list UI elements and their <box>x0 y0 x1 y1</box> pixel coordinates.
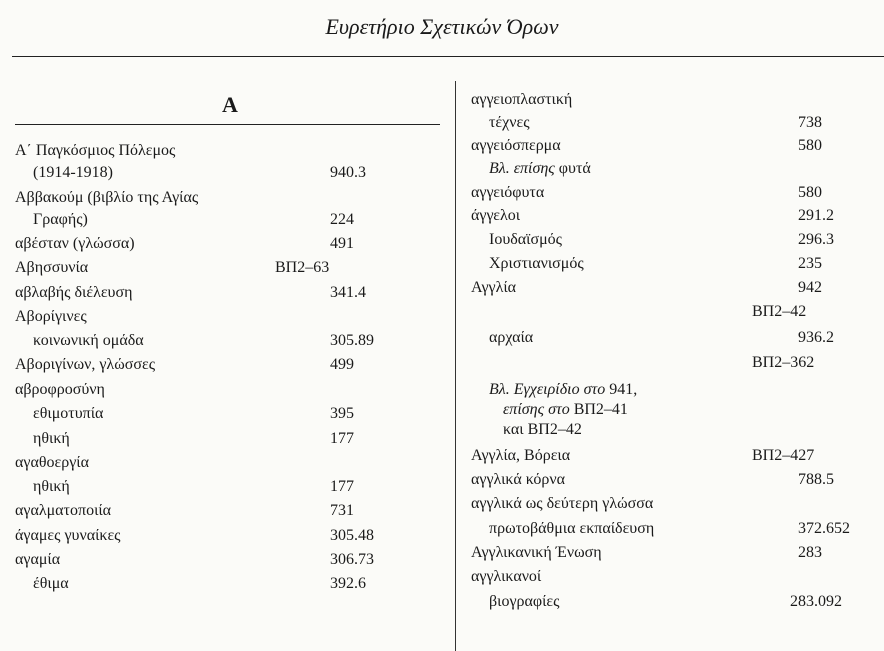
page-ref: 235 <box>798 255 822 272</box>
index-entry: τέχνες <box>489 114 530 131</box>
section-rule <box>15 124 440 125</box>
page-ref: 940.3 <box>330 164 366 181</box>
page-ref: ΒΠ2–427 <box>752 447 815 464</box>
index-entry: άγγελοι <box>471 207 521 224</box>
page-ref: 341.4 <box>330 284 366 301</box>
index-entry: Αγγλία <box>471 279 517 296</box>
index-entry: Ιουδαϊσμός <box>489 231 563 248</box>
column-divider <box>455 81 456 651</box>
page-ref: 283 <box>798 544 822 561</box>
page-ref: 305.89 <box>330 332 374 349</box>
index-entry: Αγγλικανική Ένωση <box>471 544 602 561</box>
index-entry: αγαλματοποιία <box>15 502 112 519</box>
index-entry: αγγλικανοί <box>471 568 542 585</box>
page-ref: 283.092 <box>790 593 842 610</box>
page-ref: 291.2 <box>798 207 834 224</box>
page-ref: 305.48 <box>330 527 374 544</box>
page-ref: ΒΠ2–63 <box>275 259 330 276</box>
index-entry: αβροφροσύνη <box>15 381 105 398</box>
index-entry: Αβοριγίνων, γλώσσες <box>15 356 156 373</box>
page-ref: 372.652 <box>798 520 850 537</box>
page-ref: 788.5 <box>798 471 834 488</box>
index-entry: αρχαία <box>489 329 534 346</box>
page-ref: 392.6 <box>330 575 366 592</box>
index-entry: αγαμία <box>15 551 61 568</box>
index-entry: βιογραφίες <box>489 593 560 610</box>
index-entry: εθιμοτυπία <box>33 405 104 422</box>
index-entry: (1914-1918) <box>33 164 113 181</box>
index-entry: αγγειοπλαστική <box>471 91 573 108</box>
see-also-entry: Βλ. επίσης φυτά <box>489 160 591 177</box>
page-ref: ΒΠ2–42 <box>752 303 807 320</box>
index-entry: κοινωνική ομάδα <box>33 332 144 349</box>
index-entry: άγαμες γυναίκες <box>15 527 121 544</box>
see-also-entry: και ΒΠ2–42 <box>503 421 582 438</box>
index-entry: ηθική <box>33 430 70 447</box>
page-ref: 731 <box>330 502 354 519</box>
index-entry: αγγλικά ως δεύτερη γλώσσα <box>471 495 654 512</box>
index-entry: Αβησσυνία <box>15 259 89 276</box>
section-letter: A <box>222 92 238 117</box>
index-entry: αβέσταν (γλώσσα) <box>15 235 135 252</box>
index-entry: αβλαβής διέλευση <box>15 284 133 301</box>
page-ref: 296.3 <box>798 231 834 248</box>
index-entry: Α΄ Παγκόσμιος Πόλεμος <box>15 142 176 159</box>
page-ref: 177 <box>330 478 354 495</box>
index-entry: αγγλικά κόρνα <box>471 471 566 488</box>
index-entry: Αγγλία, Βόρεια <box>471 447 571 464</box>
header-rule <box>12 56 884 57</box>
see-also-entry: Βλ. Εγχειρίδιο στο 941, <box>489 381 638 398</box>
page-ref: 177 <box>330 430 354 447</box>
index-entry: πρωτοβάθμια εκπαίδευση <box>489 520 655 537</box>
page-ref: 224 <box>330 211 354 228</box>
page-ref: 306.73 <box>330 551 374 568</box>
page-ref: 491 <box>330 235 354 252</box>
index-entry: Γραφής) <box>33 211 88 228</box>
index-entry: αγγειόσπερμα <box>471 137 561 154</box>
page-ref: 499 <box>330 356 354 373</box>
page-ref: 395 <box>330 405 354 422</box>
index-entry: Αββακούμ (βιβλίο της Αγίας <box>15 189 199 206</box>
index-entry: Χριστιανισμός <box>489 255 584 272</box>
index-entry: αγαθοεργία <box>15 454 89 471</box>
index-entry: Αβορίγινες <box>15 308 87 325</box>
running-header: Ευρετήριο Σχετικών Όρων <box>325 14 559 39</box>
see-also-entry: επίσης στο ΒΠ2–41 <box>503 401 628 418</box>
page-ref: 936.2 <box>798 329 834 346</box>
index-entry: έθιμα <box>33 575 69 592</box>
index-entry: ηθική <box>33 478 70 495</box>
page-ref: 580 <box>798 137 822 154</box>
page-ref: 738 <box>798 114 822 131</box>
page-ref: ΒΠ2–362 <box>752 354 815 371</box>
page-ref: 942 <box>798 279 822 296</box>
index-entry: αγγειόφυτα <box>471 184 545 201</box>
page-ref: 580 <box>798 184 822 201</box>
